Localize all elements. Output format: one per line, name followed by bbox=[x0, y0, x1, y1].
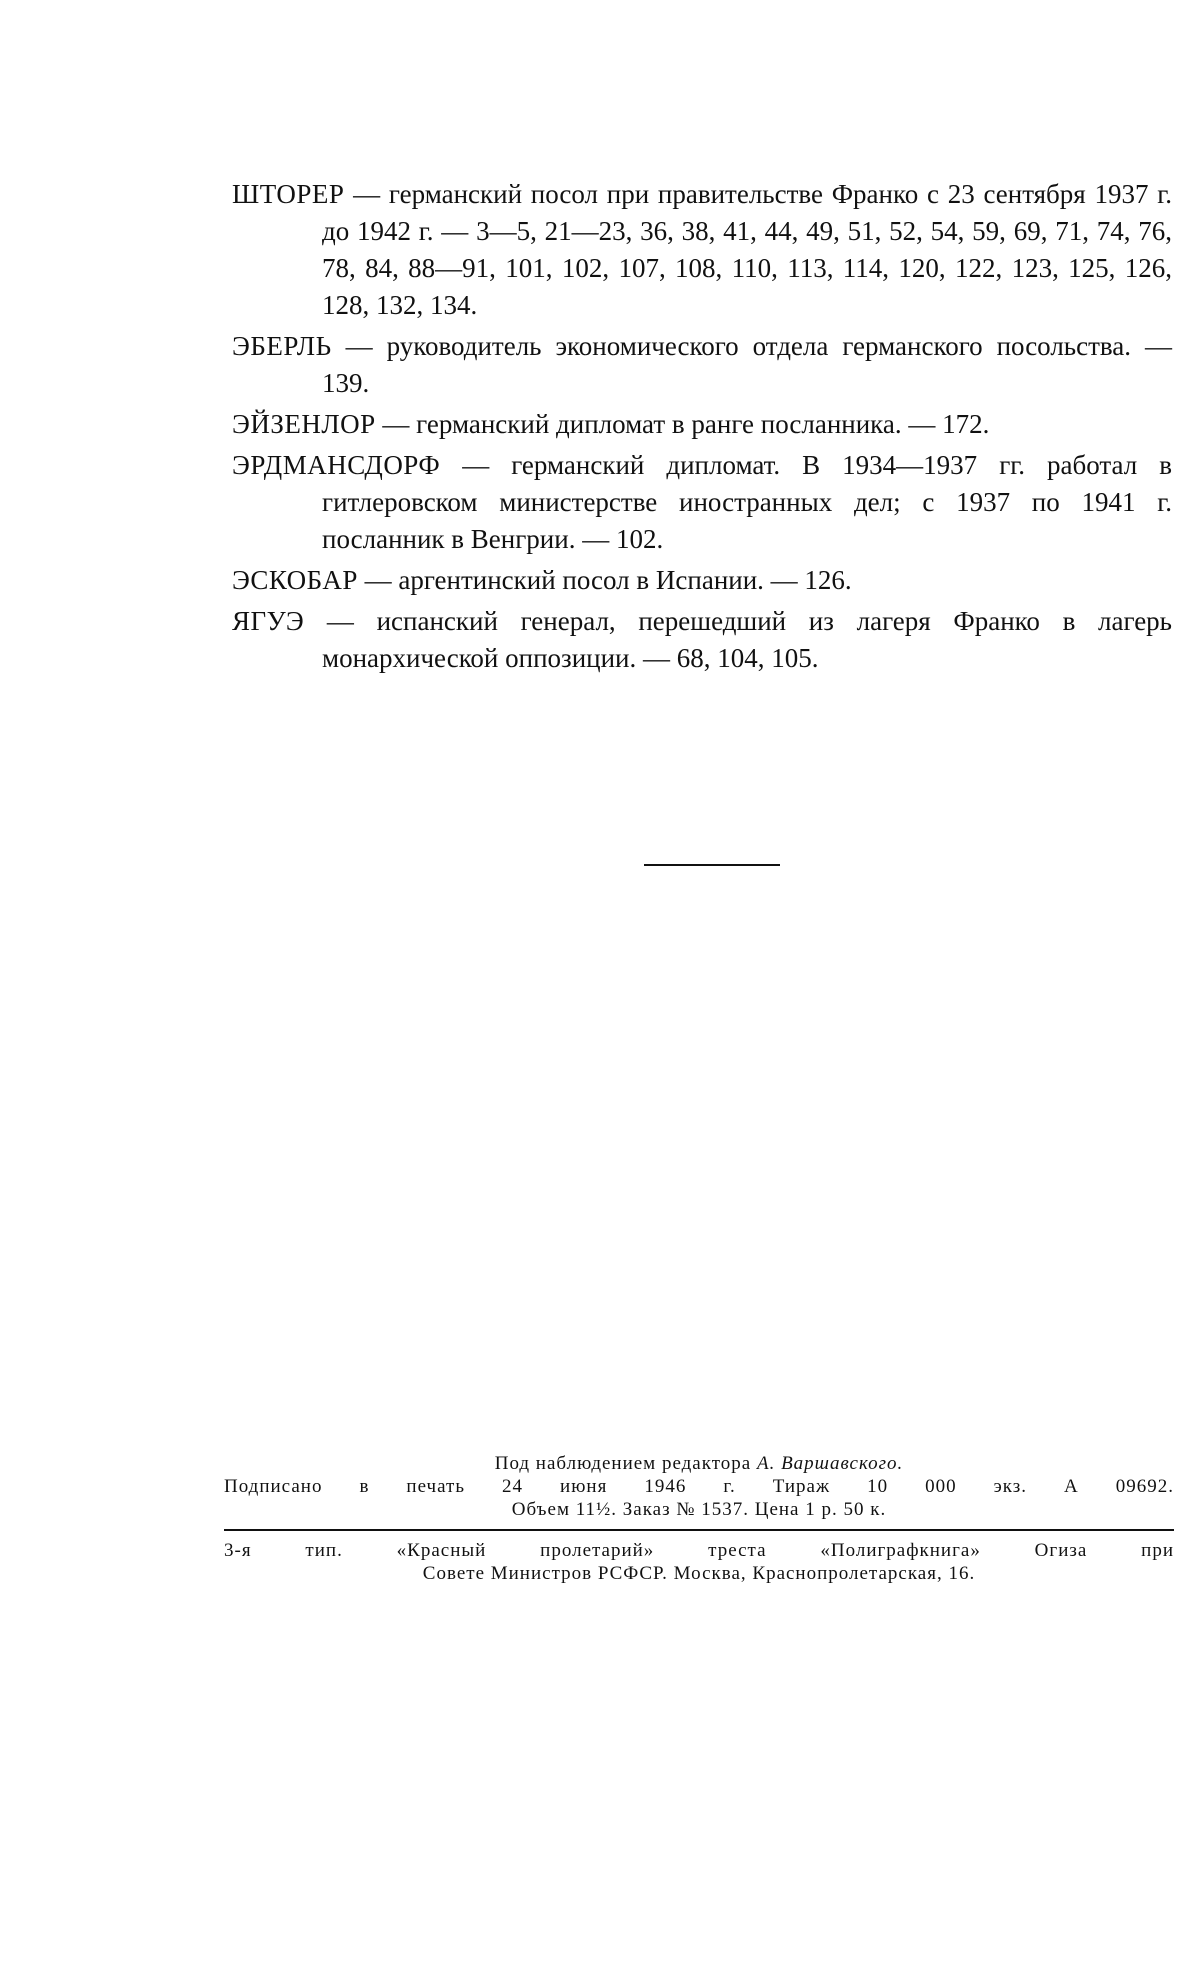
name-index-list bbox=[232, 176, 1172, 681]
index-entry-text: — аргентинский посол в Испании. — 126. bbox=[357, 565, 852, 595]
index-entry-text: — руководитель экономического отдела германского посольства. — 139. bbox=[322, 331, 1172, 398]
imprint-editor-name: А. Варшавского. bbox=[756, 1453, 904, 1474]
imprint-printer-line-1: 3-я тип. «Красный пролетарий» треста «Полиграфкнига» Огиза при bbox=[224, 1540, 1174, 1561]
index-entry-text: — испанский генерал, перешедший из лагеря Франко в лагерь монархической оппозиции. — 68, 104, 105. bbox=[304, 606, 1172, 673]
index-entry-name: ЭСКОБАР bbox=[232, 565, 358, 595]
imprint-editor-line bbox=[224, 1452, 1174, 1475]
section-separator bbox=[644, 864, 780, 866]
index-entry-text: — германский дипломат в ранге посланника. — 172. bbox=[375, 409, 990, 439]
imprint-signed-line: Подписано в печать 24 июня 1946 г. Тираж 10 000 экз. А 09692. bbox=[224, 1476, 1174, 1497]
index-entry-yague bbox=[232, 603, 1172, 677]
index-entry-eskobar bbox=[232, 562, 1172, 599]
imprint-printer-line-2: Совете Министров РСФСР. Москва, Краснопролетарская, 16. bbox=[422, 1563, 976, 1584]
index-entry-eizenlor bbox=[232, 406, 1172, 443]
index-entry-name: ЭРДМАНСДОРФ bbox=[232, 450, 441, 480]
imprint-divider bbox=[224, 1529, 1174, 1531]
index-entry-name: ШТОРЕР bbox=[232, 179, 345, 209]
index-entry-text: — германский посол при правительстве Франко с 23 сентября 1937 г. до 1942 г. — 3—5, 21—23, 36, 38, 41, 44, 49, 51, 52, 54, 59, 69, 71, 74, 76, 78, 84, 88—91, 101, 102, 107, 108, 110, 113, 114, 120, 122, 123, 125, 126, 128, 132, 134. bbox=[322, 179, 1172, 320]
index-entry-eberl bbox=[232, 328, 1172, 402]
publication-imprint bbox=[224, 1452, 1174, 1585]
index-entry-name: ЯГУЭ bbox=[232, 606, 305, 636]
index-entry-name: ЭБЕРЛЬ bbox=[232, 331, 332, 361]
index-entry-name: ЭЙЗЕНЛОР bbox=[232, 409, 376, 439]
imprint-editor-prefix: Под наблюдением редактора bbox=[494, 1453, 757, 1474]
index-entry-erdmansdorf bbox=[232, 447, 1172, 558]
index-entry-text: — германский дипломат. В 1934—1937 гг. работал в гитлеровском министерстве иностранных дел; с 1937 по 1941 г. посланник в Венгрии. — 102. bbox=[322, 450, 1172, 554]
index-entry-shtorer bbox=[232, 176, 1172, 324]
imprint-volume-line: Объем 11½. Заказ № 1537. Цена 1 р. 50 к. bbox=[511, 1499, 887, 1520]
